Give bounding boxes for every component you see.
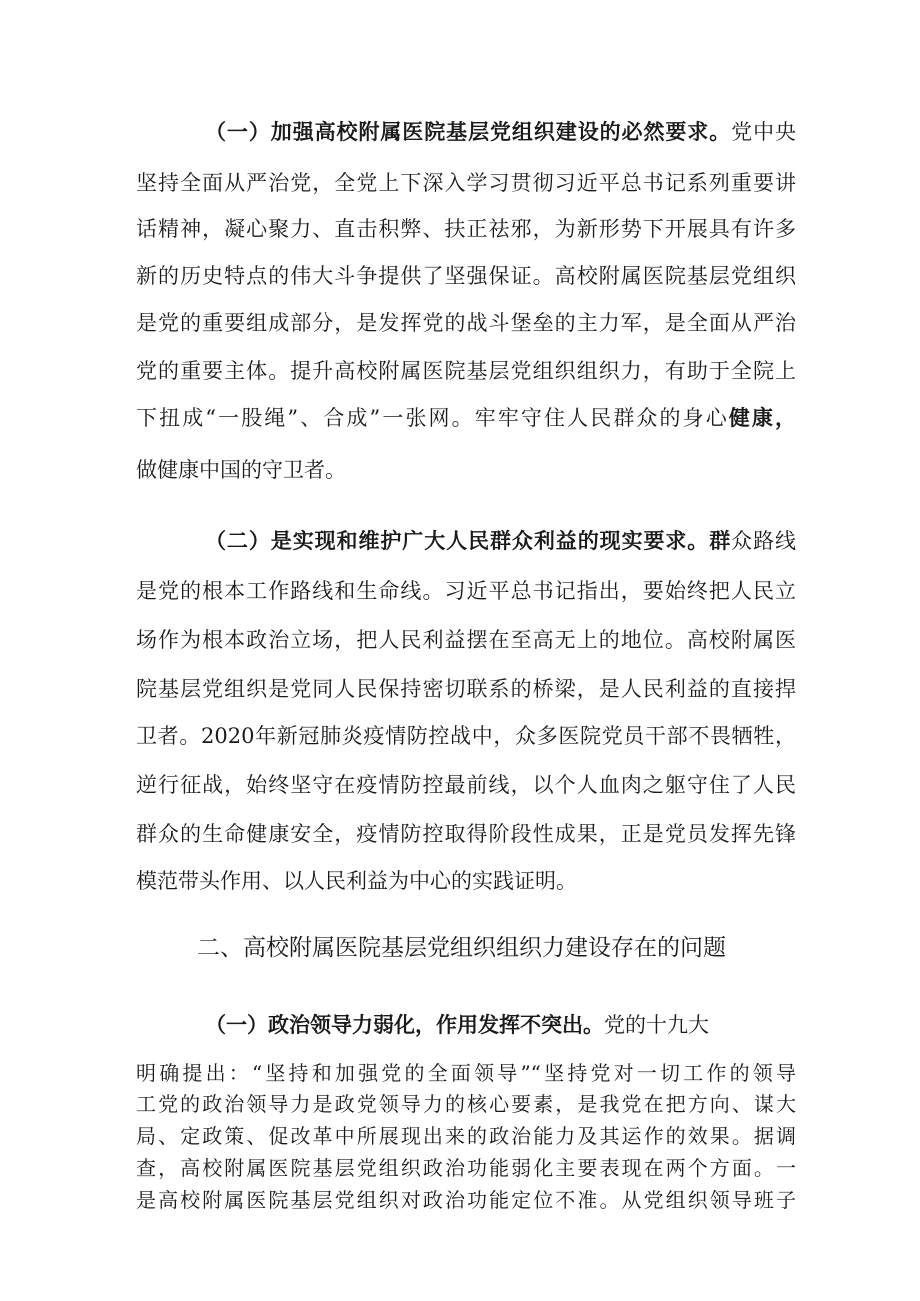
section3-heading: （一）政治领导力弱化，作用发挥不突出。	[205, 1013, 604, 1037]
paragraph-line: 场作为根本政治立场，把人民利益摆在至高无上的地位。高校附属医	[136, 628, 796, 652]
section1-line1-tail: 党中央	[731, 120, 797, 144]
paragraph-line: 卫者。2020年新冠肺炎疫情防控战中，众多医院党员干部不畏牺牲，	[136, 724, 796, 748]
paragraph-line: 局、定政策、促改革中所展现出来的政治能力及其运作的效果。据调	[136, 1124, 796, 1148]
paragraph-line: 逆行征战，始终坚守在疫情防控最前线，以个人血肉之躯守住了人民	[136, 773, 796, 797]
paragraph-line: 是高校附属医院基层党组织对政治功能定位不准。从党组织领导班子	[136, 1188, 796, 1212]
section1-heading-line	[205, 118, 796, 146]
section2-line1-tail: 众路线	[731, 529, 797, 553]
paragraph-line	[136, 404, 796, 432]
section1-heading: （一）加强高校附属医院基层党组织建设的必然要求。	[205, 120, 732, 144]
section1-line7-bold: 健康，	[728, 406, 796, 430]
section3-heading-line	[205, 1011, 725, 1039]
paragraph-line: 明确提出：“坚持和加强党的全面领导”“坚持党对一切工作的领导	[136, 1061, 796, 1085]
paragraph-line: 坚持全面从严治党，全党上下深入学习贯彻习近平总书记系列重要讲	[136, 171, 796, 195]
paragraph-line: 工党的政治领导力是政党领导力的核心要素，是我党在把方向、谋大	[136, 1092, 796, 1116]
chapter-title: 二、高校附属医院基层党组织组织力建设存在的问题	[197, 935, 726, 961]
section2-heading-line	[205, 527, 796, 555]
section1-line7-text: 下扭成“一股绳”、合成”一张网。牢牢守住人民群众的身心	[136, 406, 729, 430]
paragraph-line: 模范带头作用、以人民利益为中心的实践证明。	[136, 869, 577, 893]
section2-heading: （二）是实现和维护广大人民群众利益的现实要求。群	[205, 529, 732, 553]
paragraph-line: 新的历史特点的伟大斗争提供了坚强保证。高校附属医院基层党组织	[136, 264, 796, 288]
section3-line1-tail: 党的十九大	[604, 1013, 709, 1037]
paragraph-line: 查，高校附属医院基层党组织政治功能弱化主要表现在两个方面。一	[136, 1156, 796, 1180]
paragraph-line: 做健康中国的守卫者。	[136, 458, 346, 482]
paragraph-line: 是党的重要组成部分，是发挥党的战斗堡垒的主力军，是全面从严治	[136, 311, 796, 335]
paragraph-line: 院基层党组织是党同人民保持密切联系的桥梁，是人民利益的直接捍	[136, 677, 796, 701]
paragraph-line: 群众的生命健康安全，疫情防控取得阶段性成果，正是党员发挥先锋	[136, 822, 796, 846]
paragraph-line: 是党的根本工作路线和生命线。习近平总书记指出，要始终把人民立	[136, 579, 796, 603]
paragraph-line: 党的重要主体。提升高校附属医院基层党组织组织力，有助于全院上	[136, 359, 796, 383]
paragraph-line: 话精神，凝心聚力、直击积弊、扶正祛邪，为新形势下开展具有许多	[136, 217, 796, 241]
